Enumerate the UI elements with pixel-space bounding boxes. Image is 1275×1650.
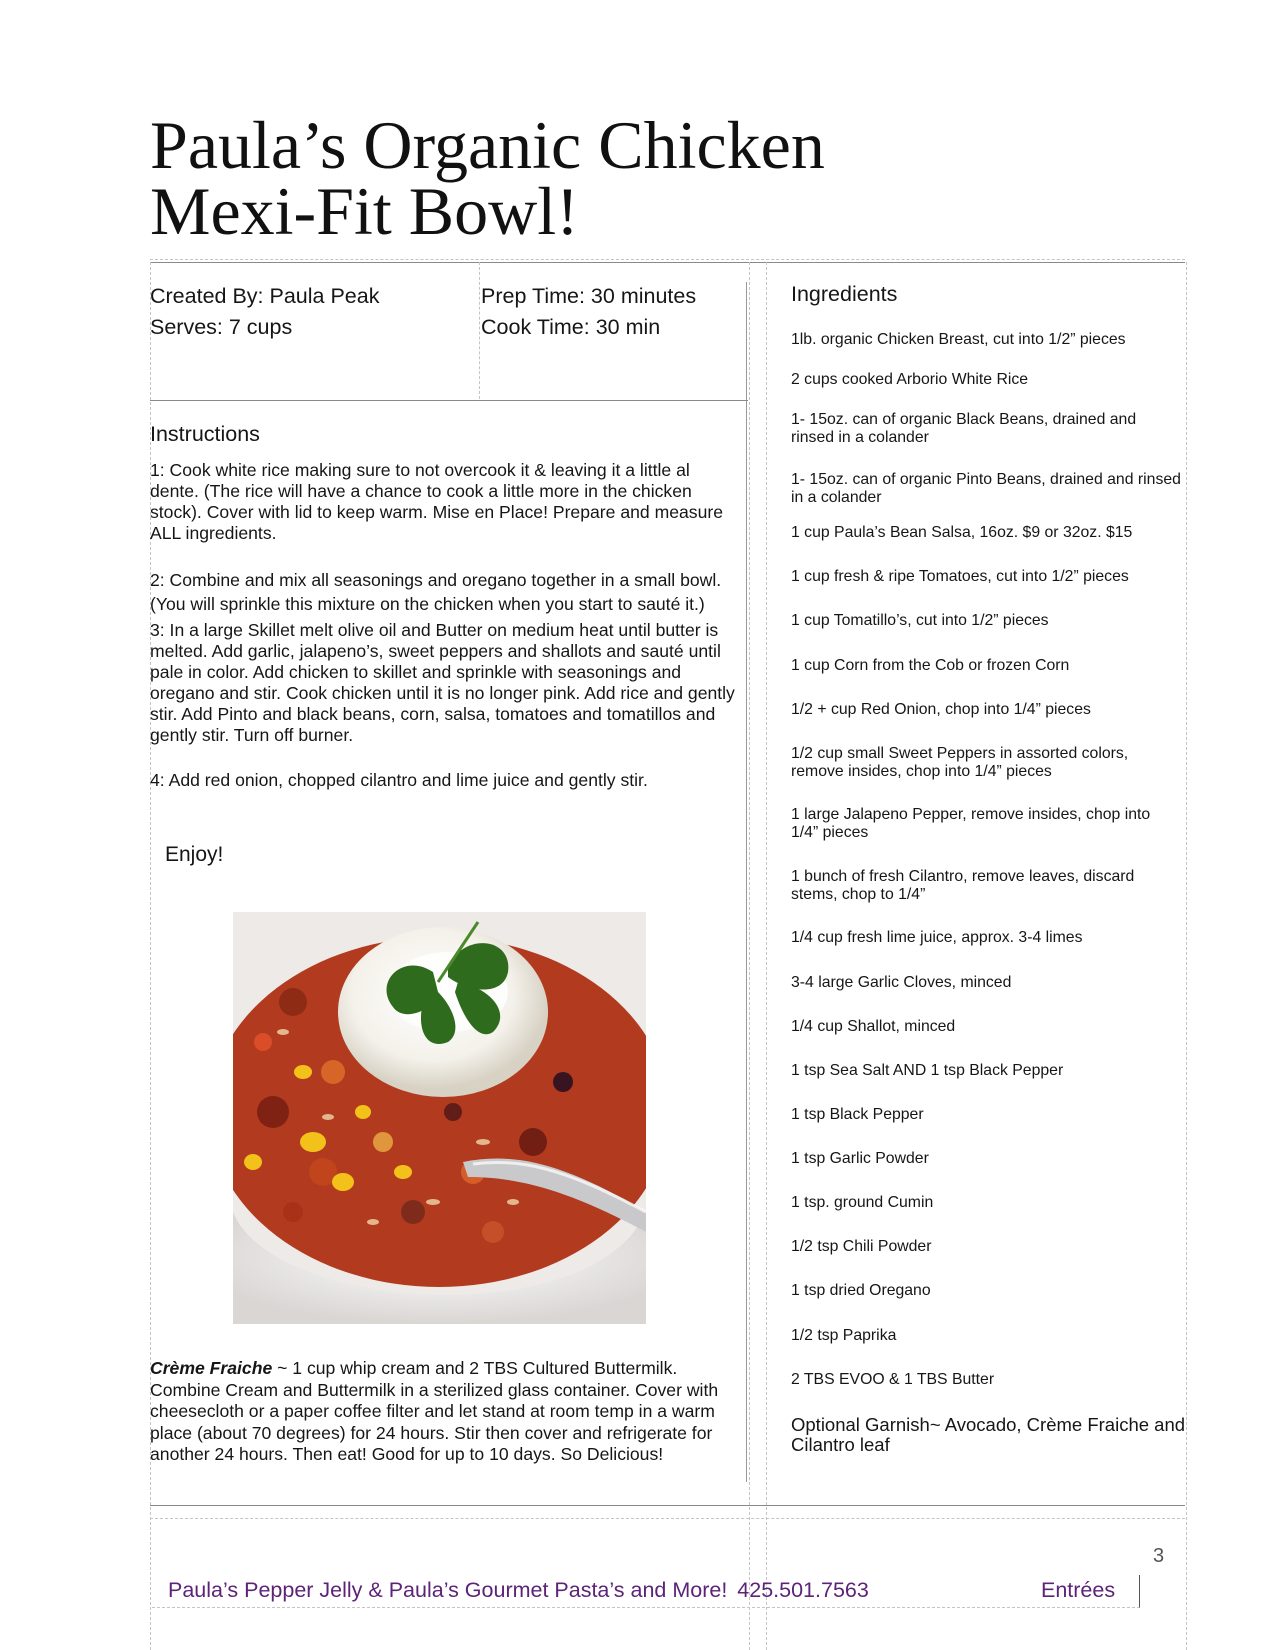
footer-category: Entrées <box>1041 1578 1116 1602</box>
footer-line <box>168 1578 869 1603</box>
enjoy-text: Enjoy! <box>165 843 224 866</box>
recipe-title-line-1: Paula’s Organic Chicken <box>150 107 825 183</box>
ingredient-item: 1/4 cup fresh lime juice, approx. 3-4 limes <box>791 929 1083 946</box>
footer-brand: Paula’s Pepper Jelly & Paula’s Gourmet Pasta’s and More! <box>168 1578 728 1602</box>
ingredient-item: 1 tsp Black Pepper <box>791 1106 924 1123</box>
ingredient-item: 1- 15oz. can of organic Pinto Beans, drained and rinsed in a colander <box>791 471 1181 506</box>
ingredient-item: 1/2 cup small Sweet Peppers in assorted colors, remove insides, chop into 1/4” pieces <box>791 745 1129 780</box>
instructions-body <box>150 460 735 791</box>
ingredient-item: 1 cup fresh & ripe Tomatoes, cut into 1/2” pieces <box>791 568 1129 585</box>
ingredient-item: 1 cup Paula’s Bean Salsa, 16oz. $9 or 32oz. $15 <box>791 524 1133 541</box>
instruction-step: 2: Combine and mix all seasonings and oregano together in a small bowl. (You will sprinkle this mixture on the chicken when you start to sauté it.) <box>150 570 722 614</box>
ingredient-item: 1/2 + cup Red Onion, chop into 1/4” pieces <box>791 701 1091 718</box>
table-top-border <box>150 259 1185 260</box>
ingredient-item: 1 large Jalapeno Pepper, remove insides, chop into 1/4” pieces <box>791 806 1151 841</box>
table-bottom-dashed <box>150 1518 1185 1519</box>
table-top-rule <box>150 262 1185 263</box>
page-number: 3 <box>1153 1545 1165 1567</box>
cook-time: Cook Time: 30 min <box>481 315 661 339</box>
ingredient-item: 1 tsp. ground Cumin <box>791 1194 934 1211</box>
ingredient-item: 1lb. organic Chicken Breast, cut into 1/2” pieces <box>791 331 1126 348</box>
column-divider-dashed-a <box>749 262 750 1650</box>
meta-right <box>481 281 696 343</box>
table-bottom-rule <box>150 1505 1185 1506</box>
column-divider-main <box>746 282 747 1482</box>
ingredient-item: 1 tsp Sea Salt AND 1 tsp Black Pepper <box>791 1062 1064 1079</box>
instruction-step: 1: Cook white rice making sure to not overcook it & leaving it a little al dente. (The rice will have a chance to cook a little more in the chicken stock). Cover with lid to keep warm. Mise en Place! Prepare and measure ALL ingredients. <box>150 460 724 543</box>
instructions-heading: Instructions <box>150 422 260 446</box>
recipe-title <box>150 107 825 249</box>
dish-photo <box>233 912 646 1324</box>
creme-fraiche-text: ~ 1 cup whip cream and 2 TBS Cultured Buttermilk. Combine Cream and Buttermilk in a sterilized glass container. Cover with cheesecloth or a paper coffee filter and let stand at room temp in a warm place (about 70 degrees) for 24 hours. Stir then cover and refrigerate for another 24 hours. Then eat! Good for up to 10 days. So Delicious! <box>150 1358 719 1464</box>
footer-phone: 425.501.7563 <box>737 1578 869 1602</box>
dish-photo-art <box>233 912 646 1324</box>
ingredient-item: 2 TBS EVOO & 1 TBS Butter <box>791 1371 995 1388</box>
instruction-step: 3: In a large Skillet melt olive oil and Butter on medium heat until butter is melted. Add garlic, jalapeno’s, sweet peppers and shallots and sauté until pale in color. Add chicken to skillet and sprinkle with seasonings and oregano and stir. Cook chicken until it is no longer pink. Add rice and gently stir. Add Pinto and black beans, corn, salsa, tomatoes and tomatillos and gently stir. Turn off burner. <box>150 620 735 745</box>
column-divider-dashed-b <box>766 262 767 1650</box>
ingredient-item: 1 bunch of fresh Cilantro, remove leaves, discard stems, chop to 1/4” <box>791 868 1135 903</box>
ingredient-item: 1 tsp Garlic Powder <box>791 1150 929 1167</box>
ingredient-item: 1 cup Tomatillo’s, cut into 1/2” pieces <box>791 612 1049 629</box>
serves: Serves: 7 cups <box>150 315 293 339</box>
instruction-step: 4: Add red onion, chopped cilantro and lime juice and gently stir. <box>150 770 648 790</box>
ingredient-item: 1 cup Corn from the Cob or frozen Corn <box>791 657 1070 674</box>
column-divider-meta <box>479 262 480 399</box>
meta-section-rule <box>150 400 748 401</box>
ingredient-item: 1 tsp dried Oregano <box>791 1282 931 1299</box>
ingredient-item: 3-4 large Garlic Cloves, minced <box>791 974 1012 991</box>
ingredient-item: 1/4 cup Shallot, minced <box>791 1018 956 1035</box>
creme-fraiche-heading: Crème Fraiche <box>150 1358 273 1378</box>
optional-garnish: Optional Garnish~ Avocado, Crème Fraiche and Cilantro leaf <box>791 1414 1186 1455</box>
ingredient-item: 2 cups cooked Arborio White Rice <box>791 371 1029 388</box>
ingredients-heading: Ingredients <box>791 282 898 306</box>
ingredient-item: 1/2 tsp Chili Powder <box>791 1238 932 1255</box>
prep-time: Prep Time: 30 minutes <box>481 284 697 308</box>
ingredient-item: 1- 15oz. can of organic Black Beans, drained and rinsed in a colander <box>791 411 1137 446</box>
meta-left <box>150 281 379 343</box>
recipe-title-line-2: Mexi-Fit Bowl! <box>150 173 579 249</box>
creme-fraiche-note <box>150 1358 740 1466</box>
ingredient-item: 1/2 tsp Paprika <box>791 1327 897 1344</box>
created-by: Created By: Paula Peak <box>150 284 380 308</box>
